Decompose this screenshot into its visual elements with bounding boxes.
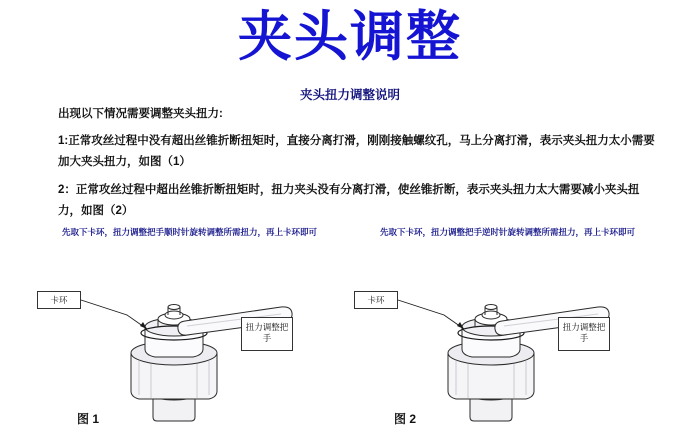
paragraph-heading: 出现以下情况需要调整夹头扭力: xyxy=(58,108,223,120)
page-title: 夹头调整 xyxy=(238,7,462,67)
figure-1-callout-handle: 扭力调整把手 xyxy=(241,317,293,351)
figure-2-callout-handle: 扭力调整把手 xyxy=(558,317,610,351)
figure-1-callout-ring: 卡环 xyxy=(37,291,81,309)
figure-2-callout-ring: 卡环 xyxy=(354,291,398,309)
chuck-diagram-1 xyxy=(35,245,365,435)
figure-1-note: 先取下卡环，扭力调整把手顺时针旋转调整所需扭力，再上卡环即可 xyxy=(62,227,318,237)
figure-1 xyxy=(35,245,365,435)
figure-2 xyxy=(352,245,682,435)
chuck-diagram-2 xyxy=(352,245,682,435)
section-subtitle: 夹头扭力调整说明 xyxy=(299,88,400,102)
paragraph-two: 2：正常攻丝过程中超出丝锥折断扭矩时，扭力夹头没有分离打滑，使丝锥折断，表示夹头扭力太大需要减小夹头扭力，如图（2） xyxy=(58,184,640,217)
figure-2-note: 先取下卡环，扭力调整把手逆时针旋转调整所需扭力，再上卡环即可 xyxy=(380,227,636,237)
paragraph-one: 1:正常攻丝过程中没有超出丝锥折断扭矩时，直接分离打滑，刚刚接触螺纹孔，马上分离打滑，表示夹头扭力太小需要加大夹头扭力，如图（1） xyxy=(58,135,655,168)
figures-container xyxy=(0,245,700,435)
figure-2-caption: 图 2 xyxy=(394,412,417,426)
figure-1-caption: 图 1 xyxy=(77,412,100,426)
figure-notes-row xyxy=(0,226,700,240)
